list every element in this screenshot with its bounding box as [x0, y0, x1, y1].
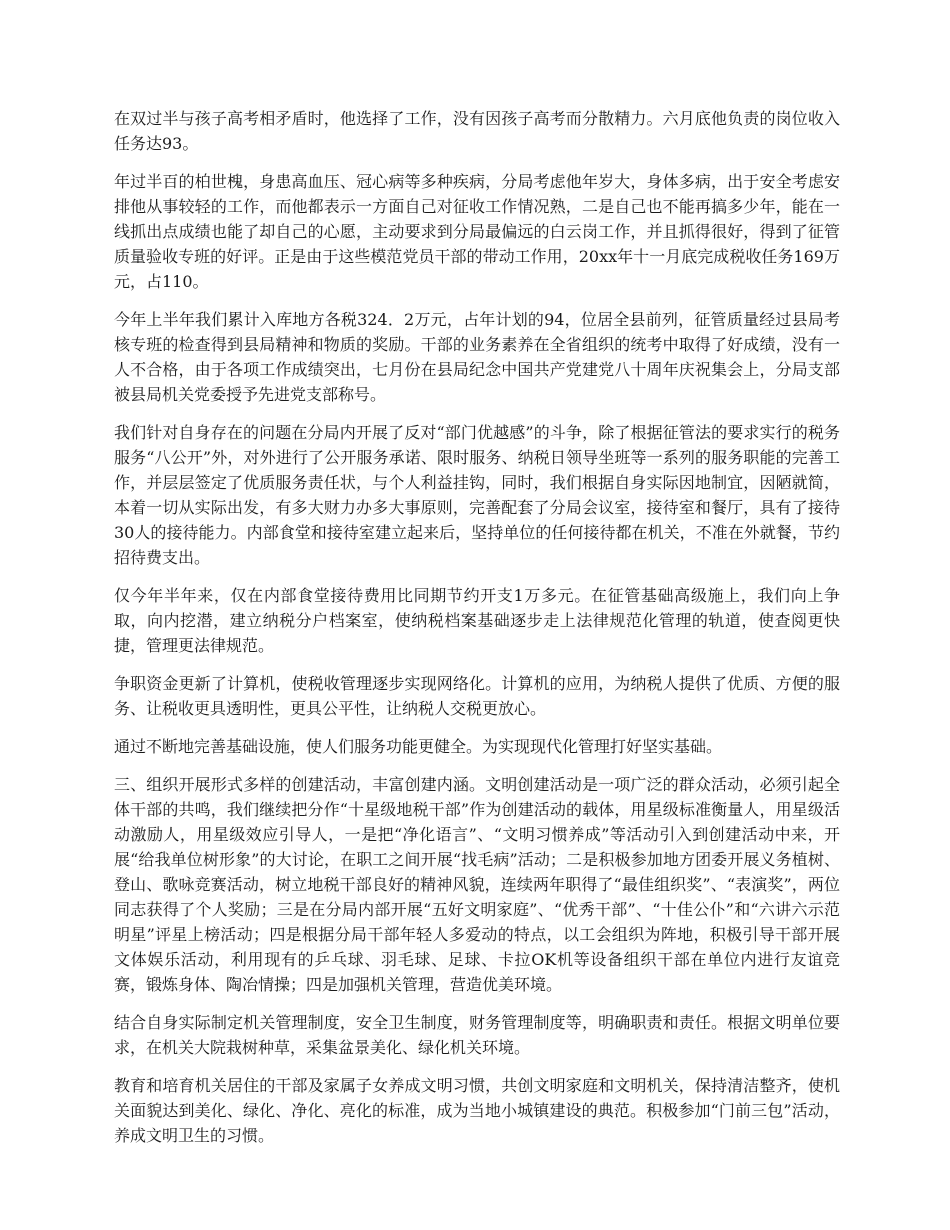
- document-body: [114, 106, 840, 1161]
- paragraph-3: 今年上半年我们累计入库地方各税324．2万元，占年计划的94，位居全县前列，征管质量经过县局考核专班的检查得到县局精神和物质的奖励。干部的业务素养在全省组织的统考中取得了好成绩，没有一人不合格，由于各项工作成绩突出，七月份在县局纪念中国共产党建党八十周年庆祝集会上，分局支部被县局机关党委授予先进党支部称号。: [114, 310, 840, 404]
- paragraph-1: 在双过半与孩子高考相矛盾时，他选择了工作，没有因孩子高考而分散精力。六月底他负责的岗位收入任务达93。: [114, 109, 840, 153]
- paragraph-9: 结合自身实际制定机关管理制度，安全卫生制度，财务管理制度等，明确职责和责任。根据文明单位要求，在机关大院栽树种草，采集盆景美化、绿化机关环境。: [114, 1013, 840, 1057]
- paragraph-6: 争职资金更新了计算机，使税收管理逐步实现网络化。计算机的应用，为纳税人提供了优质、方便的服务、让税收更具透明性，更具公平性，让纳税人交税更放心。: [114, 674, 840, 718]
- paragraph-5: 仅今年半年来，仅在内部食堂接待费用比同期节约开支1万多元。在征管基础高级施上，我们向上争取，向内挖潜，建立纳税分户档案室，使纳税档案基础逐步走上法律规范化管理的轨道，使查阅更快捷，管理更法律规范。: [114, 586, 840, 655]
- paragraph-4: 我们针对自身存在的问题在分局内开展了反对“部门优越感”的斗争，除了根据征管法的要求实行的税务服务“八公开”外，对外进行了公开服务承诺、限时服务、纳税日领导坐班等一系列的服务职能的完善工作，并层层签定了优质服务责任状，与个人利益挂钩，同时，我们根据自身实际因地制宜，因陋就简，本着一切从实际出发，有多大财力办多大事原则，完善配套了分局会议室，接待室和餐厅，具有了接待30人的接待能力。内部食堂和接待室建立起来后，坚持单位的任何接待都在机关，不准在外就餐，节约招待费支出。: [114, 423, 840, 567]
- paragraph-10: 教育和培育机关居住的干部及家属子女养成文明习惯，共创文明家庭和文明机关，保持清洁整齐，使机关面貌达到美化、绿化、净化、亮化的标准，成为当地小城镇建设的典范。积极参加“门前三包”活动，养成文明卫生的习惯。: [114, 1076, 840, 1145]
- paragraph-8: 三、组织开展形式多样的创建活动，丰富创建内涵。文明创建活动是一项广泛的群众活动，必须引起全体干部的共鸣，我们继续把分作“十星级地税干部”作为创建活动的载体，用星级标准衡量人，用星级活动激励人，用星级效应引导人，一是把“净化语言”、“文明习惯养成”等活动引入到创建活动中来，开展“给我单位树形象”的大讨论，在职工之间开展“找毛病”活动；二是积极参加地方团委开展义务植树、登山、歌咏竞赛活动，树立地税干部良好的精神风貌，连续两年职得了“最佳组织奖”、“表演奖”，两位同志获得了个人奖励；三是在分局内部开展“五好文明家庭”、“优秀干部”、“十佳公仆”和“六讲六示范明星”评星上榜活动；四是根据分局干部年轻人多爱动的特点，以工会组织为阵地，积极引导干部开展文体娱乐活动，利用现有的乒乓球、羽毛球、足球、卡拉OK机等设备组织干部在单位内进行友谊竞赛，锻炼身体、陶冶情操；四是加强机关管理，营造优美环境。: [114, 775, 840, 994]
- paragraph-7: 通过不断地完善基础设施，使人们服务功能更健全。为实现现代化管理打好坚实基础。: [114, 737, 723, 756]
- paragraph-2: 年过半百的柏世槐，身患高血压、冠心病等多种疾病，分局考虑他年岁大，身体多病，出于安全考虑安排他从事较轻的工作，而他都表示一方面自己对征收工作情况熟，二是自己也不能再搞多少年，能在一线抓出点成绩也能了却自己的心愿，主动要求到分局最偏远的白云岗工作，并且抓得很好，得到了征管质量验收专班的好评。正是由于这些模范党员干部的带动工作用，20xx年十一月底完成税收任务169万元，占110。: [114, 172, 840, 291]
